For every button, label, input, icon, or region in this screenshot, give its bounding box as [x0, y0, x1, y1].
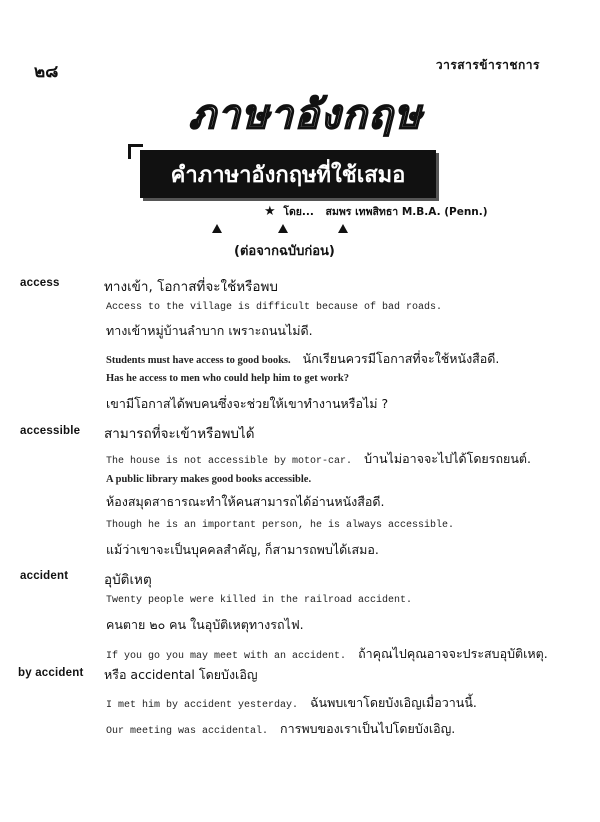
example-line [106, 595, 412, 606]
triangle-icon [338, 224, 348, 233]
headword-accident: accident [20, 570, 69, 582]
example-line [106, 693, 477, 713]
example-th: ฉันพบเขาโดยบังเอิญเมื่อวานนี้. [310, 695, 477, 710]
page-number: ๒๘ [34, 62, 59, 82]
example-line [106, 349, 499, 369]
star-icon: ★ [264, 204, 276, 219]
example-line [106, 302, 442, 313]
example-line [106, 644, 548, 664]
example-th: นักเรียนควรมีโอกาสที่จะใช้หนังสือดี. [302, 351, 500, 366]
banner-text: คำภาษาอังกฤษที่ใช้เสมอ [170, 162, 406, 188]
example-en: A public library makes good books accessible. [106, 474, 312, 485]
example-th: การพบของเราเป็นไปโดยบังเอิญ. [280, 721, 456, 736]
example-en: Has he access to men who could help him to get work? [106, 373, 349, 384]
example-line [106, 474, 311, 486]
example-th: ถ้าคุณไปคุณอาจจะประสบอุบัติเหตุ. [358, 646, 548, 661]
example-en: Our meeting was accidental. [106, 726, 269, 737]
gloss-accessible: สามารถที่จะเข้าหรือพบได้ [104, 426, 255, 442]
triangle-ornaments [0, 224, 600, 238]
section-title: ภาษาอังกฤษ [188, 92, 423, 138]
gloss-by-accident: หรือ accidental โดยบังเอิญ [104, 667, 258, 682]
example-en: I met him by accident yesterday. [106, 700, 299, 711]
running-head: วารสารข้าราชการ [435, 58, 540, 72]
example-line [106, 520, 454, 531]
author-line [264, 203, 488, 220]
headword-by-accident: by accident [18, 667, 84, 679]
example-line [106, 719, 455, 739]
triangle-icon [278, 224, 288, 233]
example-en: Twenty people were killed in the railroad accident. [106, 595, 413, 606]
example-th: ทางเข้าหมู่บ้านลำบาก เพราะถนนไม่ดี. [106, 323, 313, 338]
triangle-icon [212, 224, 222, 233]
gloss-access: ทางเข้า, โอกาสที่จะใช้หรือพบ [104, 279, 278, 295]
example-en: Though he is an important person, he is always accessible. [106, 520, 455, 531]
headword-access: access [20, 277, 60, 289]
example-th: คนตาย ๒๐ คน ในอุบัติเหตุทางรถไฟ. [106, 617, 304, 632]
author-by-label: โดย... [283, 206, 314, 218]
gloss-accident: อุบัติเหตุ [104, 572, 152, 588]
example-en: The house is not accessible by motor-car. [106, 456, 353, 467]
example-line [106, 373, 349, 385]
example-en: Access to the village is difficult because of bad roads. [106, 302, 443, 313]
example-th: ห้องสมุดสาธารณะทำให้คนสามารถได้อ่านหนังสือดี. [106, 494, 385, 509]
title-banner [140, 150, 436, 198]
example-th: บ้านไม่อาจจะไปได้โดยรถยนต์. [364, 451, 531, 466]
author-name: สมพร เทพสิทธา M.B.A. (Penn.) [325, 206, 488, 218]
headword-accessible: accessible [20, 425, 81, 437]
example-line [106, 449, 531, 469]
example-th: เขามีโอกาสได้พบคนซึ่งจะช่วยให้เขาทำงานหรือไม่ ? [106, 396, 389, 411]
example-en: If you go you may meet with an accident. [106, 651, 347, 662]
continued-note: (ต่อจากฉบับก่อน) [234, 244, 335, 259]
example-en: Students must have access to good books. [106, 355, 291, 366]
example-th: แม้ว่าเขาจะเป็นบุคคลสำคัญ, ก็สามารถพบได้เสมอ. [106, 542, 379, 557]
